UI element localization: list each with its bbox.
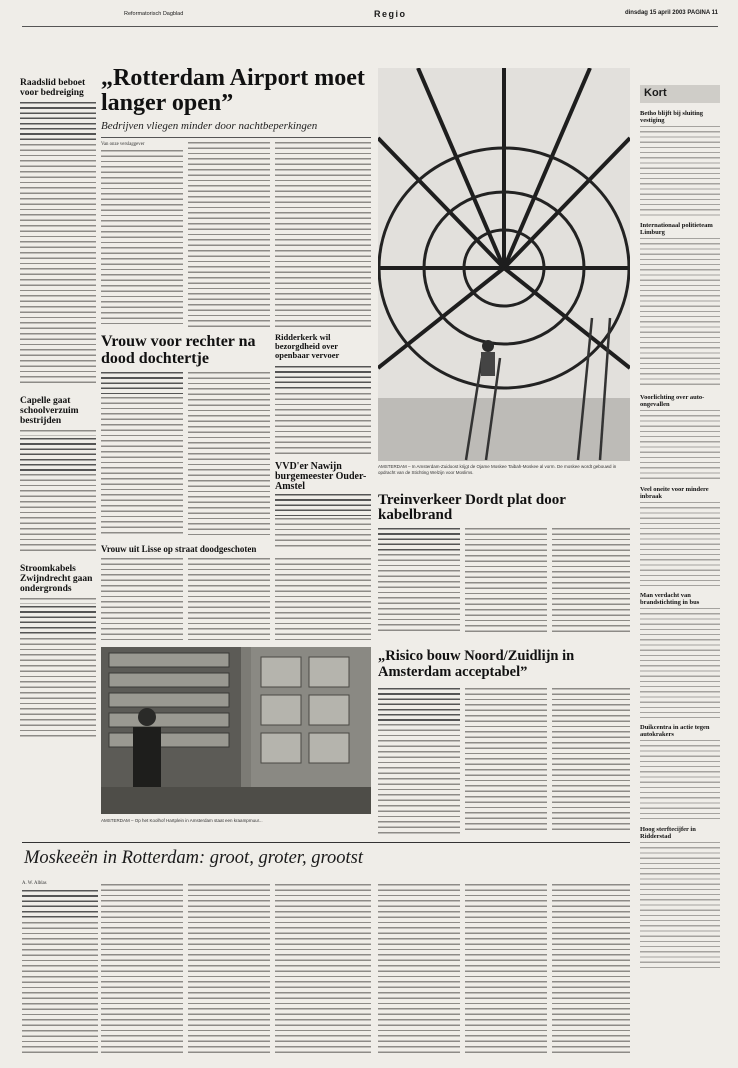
lead-ridderkerk xyxy=(275,366,371,390)
header-rule xyxy=(22,26,718,27)
kort-banner xyxy=(640,85,720,103)
kort-item-body xyxy=(640,126,720,216)
trein-col-1 xyxy=(378,554,460,634)
kort-item-body xyxy=(640,502,720,586)
mosk-col-2 xyxy=(101,884,183,1054)
kort-item-title: Voorlichting over auto-ongevallen xyxy=(640,394,705,408)
kort-item-body xyxy=(640,410,720,480)
headline-risico: „Risico bouw Noord/Zuidlijn in Amsterdam acceptabel” xyxy=(378,648,575,680)
risico-col-3 xyxy=(552,688,630,834)
main-headline: „Rotterdam Airport moet langer open” xyxy=(101,65,365,116)
subhead-rule xyxy=(101,137,371,138)
left-body-1 xyxy=(20,144,96,384)
headline-vvd: VVD'er Nawijn burgemeester Ouder-Amstel xyxy=(275,461,367,492)
headline-lisse: Vrouw uit Lisse op straat doodgeschoten xyxy=(101,544,257,554)
market-image xyxy=(101,647,371,814)
bottom-rule xyxy=(22,842,630,843)
mosk-col-7 xyxy=(552,884,630,1054)
page-header xyxy=(22,9,718,25)
lead-text xyxy=(20,102,96,142)
risico-col-2 xyxy=(465,688,547,834)
mosk-col-1 xyxy=(22,922,98,1054)
lead-2 xyxy=(20,438,96,472)
headline-ridderkerk: Ridderkerk wil bezorgdheid over openbaar vervoer xyxy=(275,332,340,360)
main-body-col-2 xyxy=(188,142,270,328)
left-headline-3: Stroomkabels Zwijndrecht gaan ondergronds xyxy=(20,564,93,594)
kort-item-title: Hoog sterftecijfer in Ridderstad xyxy=(640,826,696,840)
trein-col-3 xyxy=(552,528,630,634)
kort-label: Kort xyxy=(644,87,667,99)
kort-item-title: Duikcentra in actie tegen autokrakers xyxy=(640,724,710,738)
trein-col-2 xyxy=(465,528,547,634)
main-body-col-3 xyxy=(275,142,371,328)
section-name: Regio xyxy=(374,9,407,19)
kort-item-body xyxy=(640,238,720,388)
market-photo xyxy=(101,647,371,814)
left-body-2 xyxy=(20,474,96,554)
lisse-col-3 xyxy=(275,558,371,640)
photo2-caption: AMSTERDAM – Op het Koolhof Hartplein in Amsterdam staat een kraampmuur... xyxy=(101,818,263,823)
mosk-col-3 xyxy=(188,884,270,1054)
lisse-col-1 xyxy=(101,558,183,640)
byline-2 xyxy=(20,430,96,436)
paper-name: Reformatorisch Dagblad xyxy=(124,11,184,17)
left-body-3 xyxy=(20,638,96,738)
main-subhead: Bedrijven vliegen minder door nachtbeperkingen xyxy=(101,120,318,132)
mosque-dome-photo xyxy=(378,68,630,461)
kort-item-body xyxy=(640,842,720,972)
photo1-caption: AMSTERDAM – In Amsterdam-Zuidoost krijgt de Ojame Moskee Taibah-Moskee al vorm. De moskee wordt gebouwd in opdracht van de Stichting Welzijn voor Moslims. xyxy=(378,464,617,475)
mosk-col-5 xyxy=(378,884,460,1054)
mosk-col-6 xyxy=(465,884,547,1054)
main-byline: Van onze verslaggever xyxy=(101,142,145,147)
main-body-col-1 xyxy=(101,150,183,328)
kort-item-body xyxy=(640,608,720,718)
left-headline-1: Raadslid beboet voor bedreiging xyxy=(20,78,86,98)
lead-3 xyxy=(20,606,96,636)
lead-moskeeen xyxy=(22,890,98,920)
kort-item-title: Internationaal politieteam Limburg xyxy=(640,222,713,236)
vrouw-col-1 xyxy=(101,397,183,535)
lead-vrouw xyxy=(101,372,183,394)
left-headline-2: Capelle gaat schoolverzuim bestrijden xyxy=(20,396,79,426)
mosk-col-4 xyxy=(275,884,371,1054)
dome-frame-image xyxy=(378,68,630,461)
risico-col-1 xyxy=(378,724,460,834)
kort-item-title: Betho blijft bij sluiting vestiging xyxy=(640,110,704,124)
left-column xyxy=(20,78,96,738)
kort-column xyxy=(640,110,720,972)
headline-moskeeen: Moskeeën in Rotterdam: groot, groter, grootst xyxy=(24,848,363,868)
kort-item-title: Man verdacht van brandstichting in bus xyxy=(640,592,700,606)
headline-vrouw-rechter: Vrouw voor rechter na dood dochtertje xyxy=(101,333,256,367)
lead-risico xyxy=(378,688,460,722)
vrouw-col-2 xyxy=(188,372,270,535)
moskeeen-byline: A. W. Alblas xyxy=(22,881,47,886)
kort-item-title: Veel oneite voor mindere inbraak xyxy=(640,486,709,500)
lisse-col-2 xyxy=(188,558,270,640)
lead-trein xyxy=(378,528,460,552)
lead-vvd xyxy=(275,494,371,516)
date-page: dinsdag 15 april 2003 PAGINA 11 xyxy=(624,10,718,16)
headline-treinverkeer: Treinverkeer Dordt plat door kabelbrand xyxy=(378,492,566,523)
byline-3 xyxy=(20,598,96,604)
kort-item-body xyxy=(640,740,720,820)
ridderkerk-body xyxy=(275,393,371,455)
